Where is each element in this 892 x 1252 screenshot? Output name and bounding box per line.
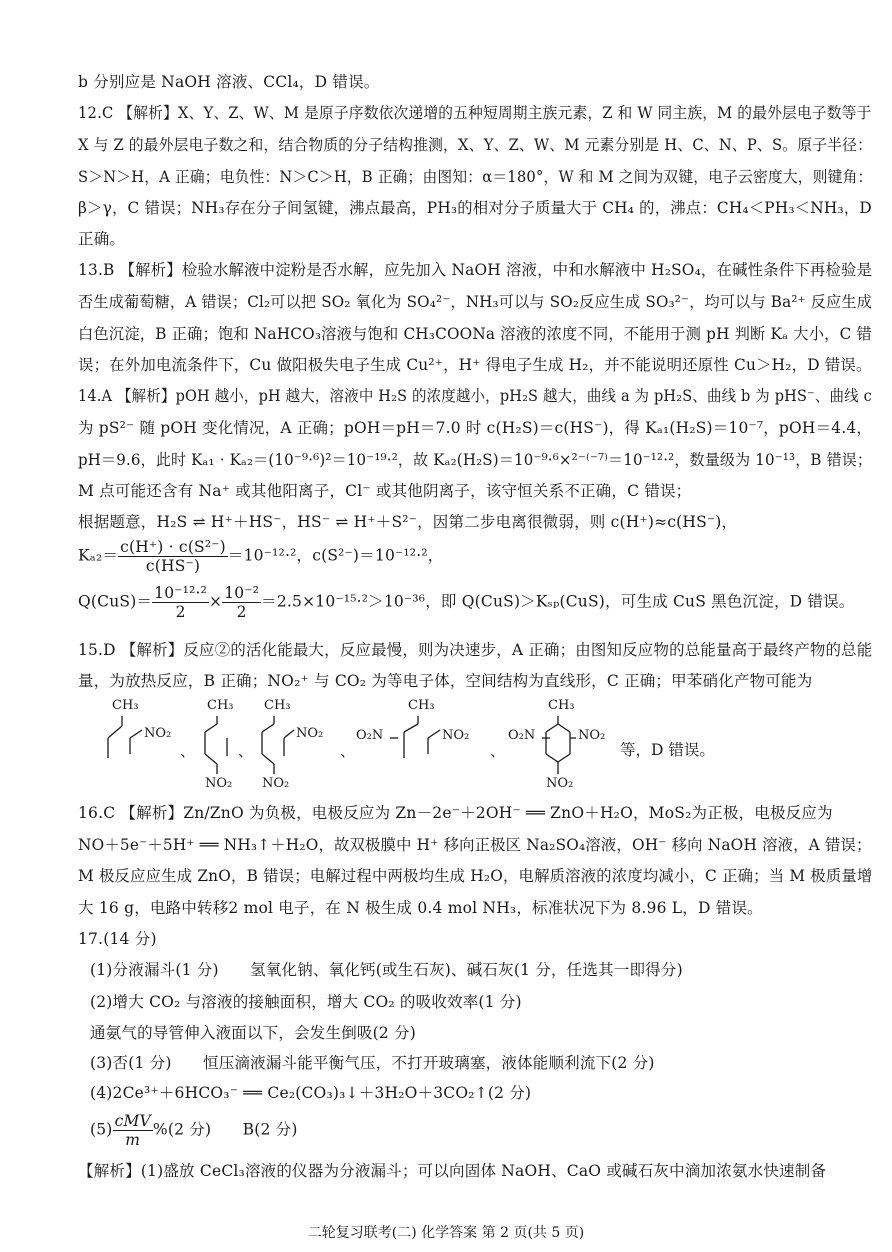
text-line: pH＝9.6，此时 Kₐ₁ · Kₐ₂＝(10⁻⁹·⁶)²＝10⁻¹⁹·²，故 Kₐ₂(H₂S)＝10⁻⁹·⁶×²⁻⁽⁻⁷⁾＝10⁻¹²·²，数量级为 10⁻¹³，B 错误；: [78, 451, 873, 469]
fraction: [222, 584, 261, 621]
item-suffix: %(2 分) B(2 分): [152, 1120, 298, 1139]
answer-item: 通氨气的导管伸入液面以下，会发生倒吸(2 分): [90, 1024, 416, 1042]
text-line: 否生成葡萄糖，A 错误；Cl₂可以把 SO₂ 氧化为 SO₄²⁻，NH₃可以与 SO₂反应生成 SO₃²⁻，均可以与 Ba²⁺ 反应生成: [78, 293, 873, 311]
text-line: 为 pS²⁻ 随 pOH 变化情况，A 正确；pOH＝pH＝7.0 时 c(H₂S)＝c(HS⁻)，得 Kₐ₁(H₂S)＝10⁻⁷，pOH＝4.4，: [78, 419, 873, 437]
nitro-label: NO₂: [578, 728, 606, 743]
trinitrotoluene-structure: [508, 698, 623, 793]
separator: 、: [340, 742, 356, 760]
fraction-numerator: 10⁻²: [224, 584, 260, 602]
item-prefix: (5): [90, 1120, 113, 1139]
text-line: 大 16 g，电路中转移2 mol 电子，在 N 极生成 0.4 mol NH₃，标准状况下为 8.96 L，D 错误。: [78, 899, 763, 917]
fraction-numerator: c(H⁺) · c(S²⁻): [120, 538, 226, 556]
answer-item-formula: [90, 1112, 298, 1149]
fraction-denominator: c(HS⁻): [145, 557, 201, 575]
separator: 、: [238, 742, 254, 760]
methyl-label: CH₃: [207, 698, 234, 713]
fraction-denominator: 2: [236, 603, 247, 621]
nitro-label: NO₂: [262, 776, 290, 791]
text-line: M 极反应应生成 ZnO，B 错误；电解过程中两极均生成 H₂O，电解质溶液的浓度均减小，C 正确；当 M 极质量增: [78, 867, 873, 885]
q13-line: 13.B 【解析】检验水解液中淀粉是否水解，应先加入 NaOH 溶液，中和水解液中 H₂SO₄，在碱性条件下再检验是: [78, 261, 873, 279]
q17-heading: 17.(14 分): [78, 930, 157, 948]
q14-line: 14.A 【解析】pOH 越小，pH 越大，溶液中 H₂S 的浓度越小，pH₂S 越大，曲线 a 为 pH₂S、曲线 b 为 pHS⁻、曲线 c: [78, 387, 872, 405]
answer-item: (4)2Ce³⁺＋6HCO₃⁻ ══ Ce₂(CO₃)₃↓＋3H₂O＋3CO₂↑(2 分): [90, 1084, 532, 1102]
text-line: 白色沉淀，B 正确；饱和 NaHCO₃溶液与饱和 CH₃COONa 溶液的浓度不同，不能用于测 pH 判断 Kₐ 大小，C 错: [78, 325, 872, 343]
answer-item: (1)分液漏斗(1 分) 氢氧化钠、氧化钙(或生石灰)、碱石灰(1 分，任选其一即得分): [90, 961, 683, 979]
fraction-denominator: m: [125, 1131, 141, 1149]
text-line: 量，为放热反应，B 正确；NO₂⁺ 与 CO₂ 为等电子体，空间结构为直线形，C 正确；甲苯硝化产物可能为: [78, 672, 813, 690]
qcus-equation: [78, 584, 855, 621]
text-line: 误；在外加电流条件下，Cu 做阳极失电子生成 Cu²⁺，H⁺ 得电子生成 H₂，并不能说明还原性 Cu＞H₂，D 错误。: [78, 356, 872, 374]
page-footer: 二轮复习联考(二) 化学答案 第 2 页(共 5 页): [307, 1225, 585, 1241]
methyl-label: CH₃: [112, 698, 139, 713]
text-line: S＞N＞H，A 正确；电负性：N＞C＞H，B 正确；由图知：α＝180°，W 和 M 之间为双键，电子云密度大，则键角：: [78, 168, 873, 186]
text-line: 根据题意，H₂S ⇌ H⁺＋HS⁻，HS⁻ ⇌ H⁺＋S²⁻，因第二步电离很微弱，则 c(H⁺)≈c(HS⁻)，: [78, 513, 738, 531]
ka2-equation: [78, 538, 443, 575]
q12-line: 12.C 【解析】X、Y、Z、W、M 是原子序数依次递增的五种短周期主族元素，Z 和 W 同主族，M 的最外层电子数等于: [78, 104, 872, 122]
nitro-label: NO₂: [546, 776, 574, 791]
equation-lhs: Kₐ₂＝: [78, 546, 119, 565]
text-line: M 点可能还含有 Na⁺ 或其他阳离子，Cl⁻ 或其他阴离子，该守恒关系不正确，C 错误；: [78, 482, 692, 500]
fraction-numerator: 10⁻¹²·²: [154, 584, 208, 602]
fraction-denominator: 2: [175, 603, 186, 621]
text-line: β＞γ，C 错误；NH₃存在分子间氢键，沸点最高，PH₃的相对分子质量大于 CH₄ 的，沸点：CH₄＜PH₃＜NH₃，D: [78, 199, 872, 217]
equation-rhs: ＝10⁻¹²·²，c(S²⁻)＝10⁻¹²·²，: [227, 546, 444, 565]
nitrotoluene-structure-1: [100, 698, 190, 788]
times-sign: ×: [209, 592, 223, 611]
separator: 、: [490, 742, 506, 760]
fraction: [118, 538, 228, 575]
answer-item: (2)增大 CO₂ 与溶液的接触面积，增大 CO₂ 的吸收效率(1 分): [90, 993, 522, 1011]
nitro-label: NO₂: [205, 776, 233, 791]
methyl-label: CH₃: [548, 698, 575, 713]
fraction: [113, 1112, 153, 1149]
methyl-label: CH₃: [264, 698, 291, 713]
separator: 、: [180, 742, 196, 760]
answer-item: (3)否(1 分) 恒压滴液漏斗能平衡气压，不打开玻璃塞，液体能顺利流下(2 分): [90, 1054, 655, 1072]
q15-line: 15.D 【解析】反应②的活化能最大，反应最慢，则为决速步，A 正确；由图知反应物的总能量高于最终产物的总能: [78, 641, 873, 659]
nitro-label: NO₂: [144, 726, 172, 741]
fraction: [152, 584, 209, 621]
text-line: b 分别应是 NaOH 溶液、CCl₄，D 错误。: [78, 73, 380, 91]
structures-tail: 等，D 错误。: [620, 741, 715, 759]
nitro-label: O₂N: [508, 728, 536, 743]
q16-line: 16.C 【解析】Zn/ZnO 为负极，电极反应为 Zn－2e⁻＋2OH⁻ ══ ZnO＋H₂O，MoS₂为正极，电极反应为: [78, 804, 833, 822]
methyl-label: CH₃: [408, 698, 435, 713]
dinitrotoluene-structure-2: [356, 698, 486, 788]
text-line: 正确。: [78, 230, 126, 248]
nitro-label: NO₂: [296, 726, 324, 741]
nitro-label: NO₂: [442, 728, 470, 743]
analysis-line: 【解析】(1)盛放 CeCl₃溶液的仪器为分液漏斗；可以向固体 NaOH、CaO 或碱石灰中滴加浓氨水快速制备: [78, 1162, 827, 1180]
nitro-label: O₂N: [356, 728, 384, 743]
dinitrotoluene-structure-1: [252, 698, 342, 793]
equation-rhs: ＝2.5×10⁻¹⁵·²＞10⁻³⁶，即 Q(CuS)＞Kₛₚ(CuS)，可生成 CuS 黑色沉淀，D 错误。: [261, 592, 855, 611]
text-line: X 与 Z 的最外层电子数之和，结合物质的分子结构推测，X、Y、Z、W、M 元素分别是 H、C、N、P、S。原子半径：: [78, 136, 873, 154]
fraction-numerator: cMV: [114, 1112, 151, 1130]
text-line: NO＋5e⁻＋5H⁺ ══ NH₃↑＋H₂O，故双极膜中 H⁺ 移向正极区 Na₂SO₄溶液，OH⁻ 移向 NaOH 溶液，A 错误；: [78, 836, 872, 854]
equation-lhs: Q(CuS)＝: [78, 592, 153, 611]
